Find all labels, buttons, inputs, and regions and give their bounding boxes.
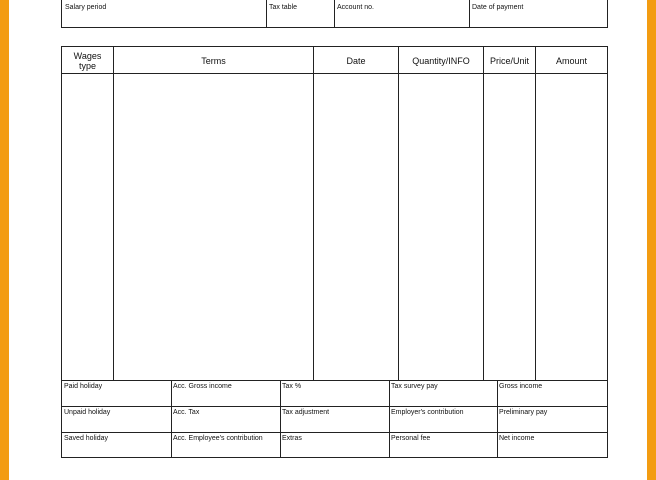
column-divider: [113, 47, 114, 380]
unpaid-holiday-label: Unpaid holiday: [64, 409, 111, 416]
summary-col-divider: [497, 381, 498, 457]
acc-gross-income-label: Acc. Gross income: [173, 383, 232, 390]
column-divider: [313, 47, 314, 380]
top-divider: [334, 0, 335, 27]
summary-col-divider: [280, 381, 281, 457]
column-divider: [483, 47, 484, 380]
top-divider: [266, 0, 267, 27]
account-no-label: Account no.: [337, 4, 374, 11]
top-divider: [469, 0, 470, 27]
summary-col-divider: [171, 381, 172, 457]
preliminary-pay-label: Preliminary pay: [499, 409, 548, 416]
left-orange-border: [0, 0, 9, 480]
summary-col-divider: [389, 381, 390, 457]
summary-row-divider: [62, 406, 607, 407]
header-quantity-info: Quantity/INFO: [412, 56, 470, 66]
employers-contribution-label: Employer's contribution: [391, 409, 464, 416]
tax-survey-pay-label: Tax survey pay: [391, 383, 438, 390]
summary-grid: [61, 380, 608, 458]
column-divider: [398, 47, 399, 380]
summary-row-divider: [62, 432, 607, 433]
extras-label: Extras: [282, 435, 302, 442]
top-info-row: [61, 0, 608, 28]
tax-adjustment-label: Tax adjustment: [282, 409, 330, 416]
paid-holiday-label: Paid holiday: [64, 383, 103, 390]
header-wages-type: Wages type: [73, 51, 102, 71]
acc-tax-label: Acc. Tax: [173, 409, 200, 416]
header-amount: Amount: [555, 56, 588, 66]
net-income-label: Net income: [499, 435, 535, 442]
header-date: Date: [346, 56, 366, 66]
saved-holiday-label: Saved holiday: [64, 435, 108, 442]
header-divider: [62, 73, 607, 74]
column-divider: [535, 47, 536, 380]
salary-period-label: Salary period: [65, 4, 107, 11]
date-of-payment-label: Date of payment: [472, 4, 524, 11]
header-price-unit: Price/Unit: [489, 56, 529, 66]
wages-table: [61, 46, 608, 381]
gross-income-label: Gross income: [499, 383, 543, 390]
header-terms: Terms: [201, 56, 226, 66]
personal-fee-label: Personal fee: [391, 435, 431, 442]
payslip-sheet: [9, 0, 647, 480]
tax-percent-label: Tax %: [282, 383, 302, 390]
right-orange-border: [647, 0, 656, 480]
tax-table-label: Tax table: [269, 4, 298, 11]
acc-employees-contribution-label: Acc. Employee's contribution: [173, 435, 263, 442]
